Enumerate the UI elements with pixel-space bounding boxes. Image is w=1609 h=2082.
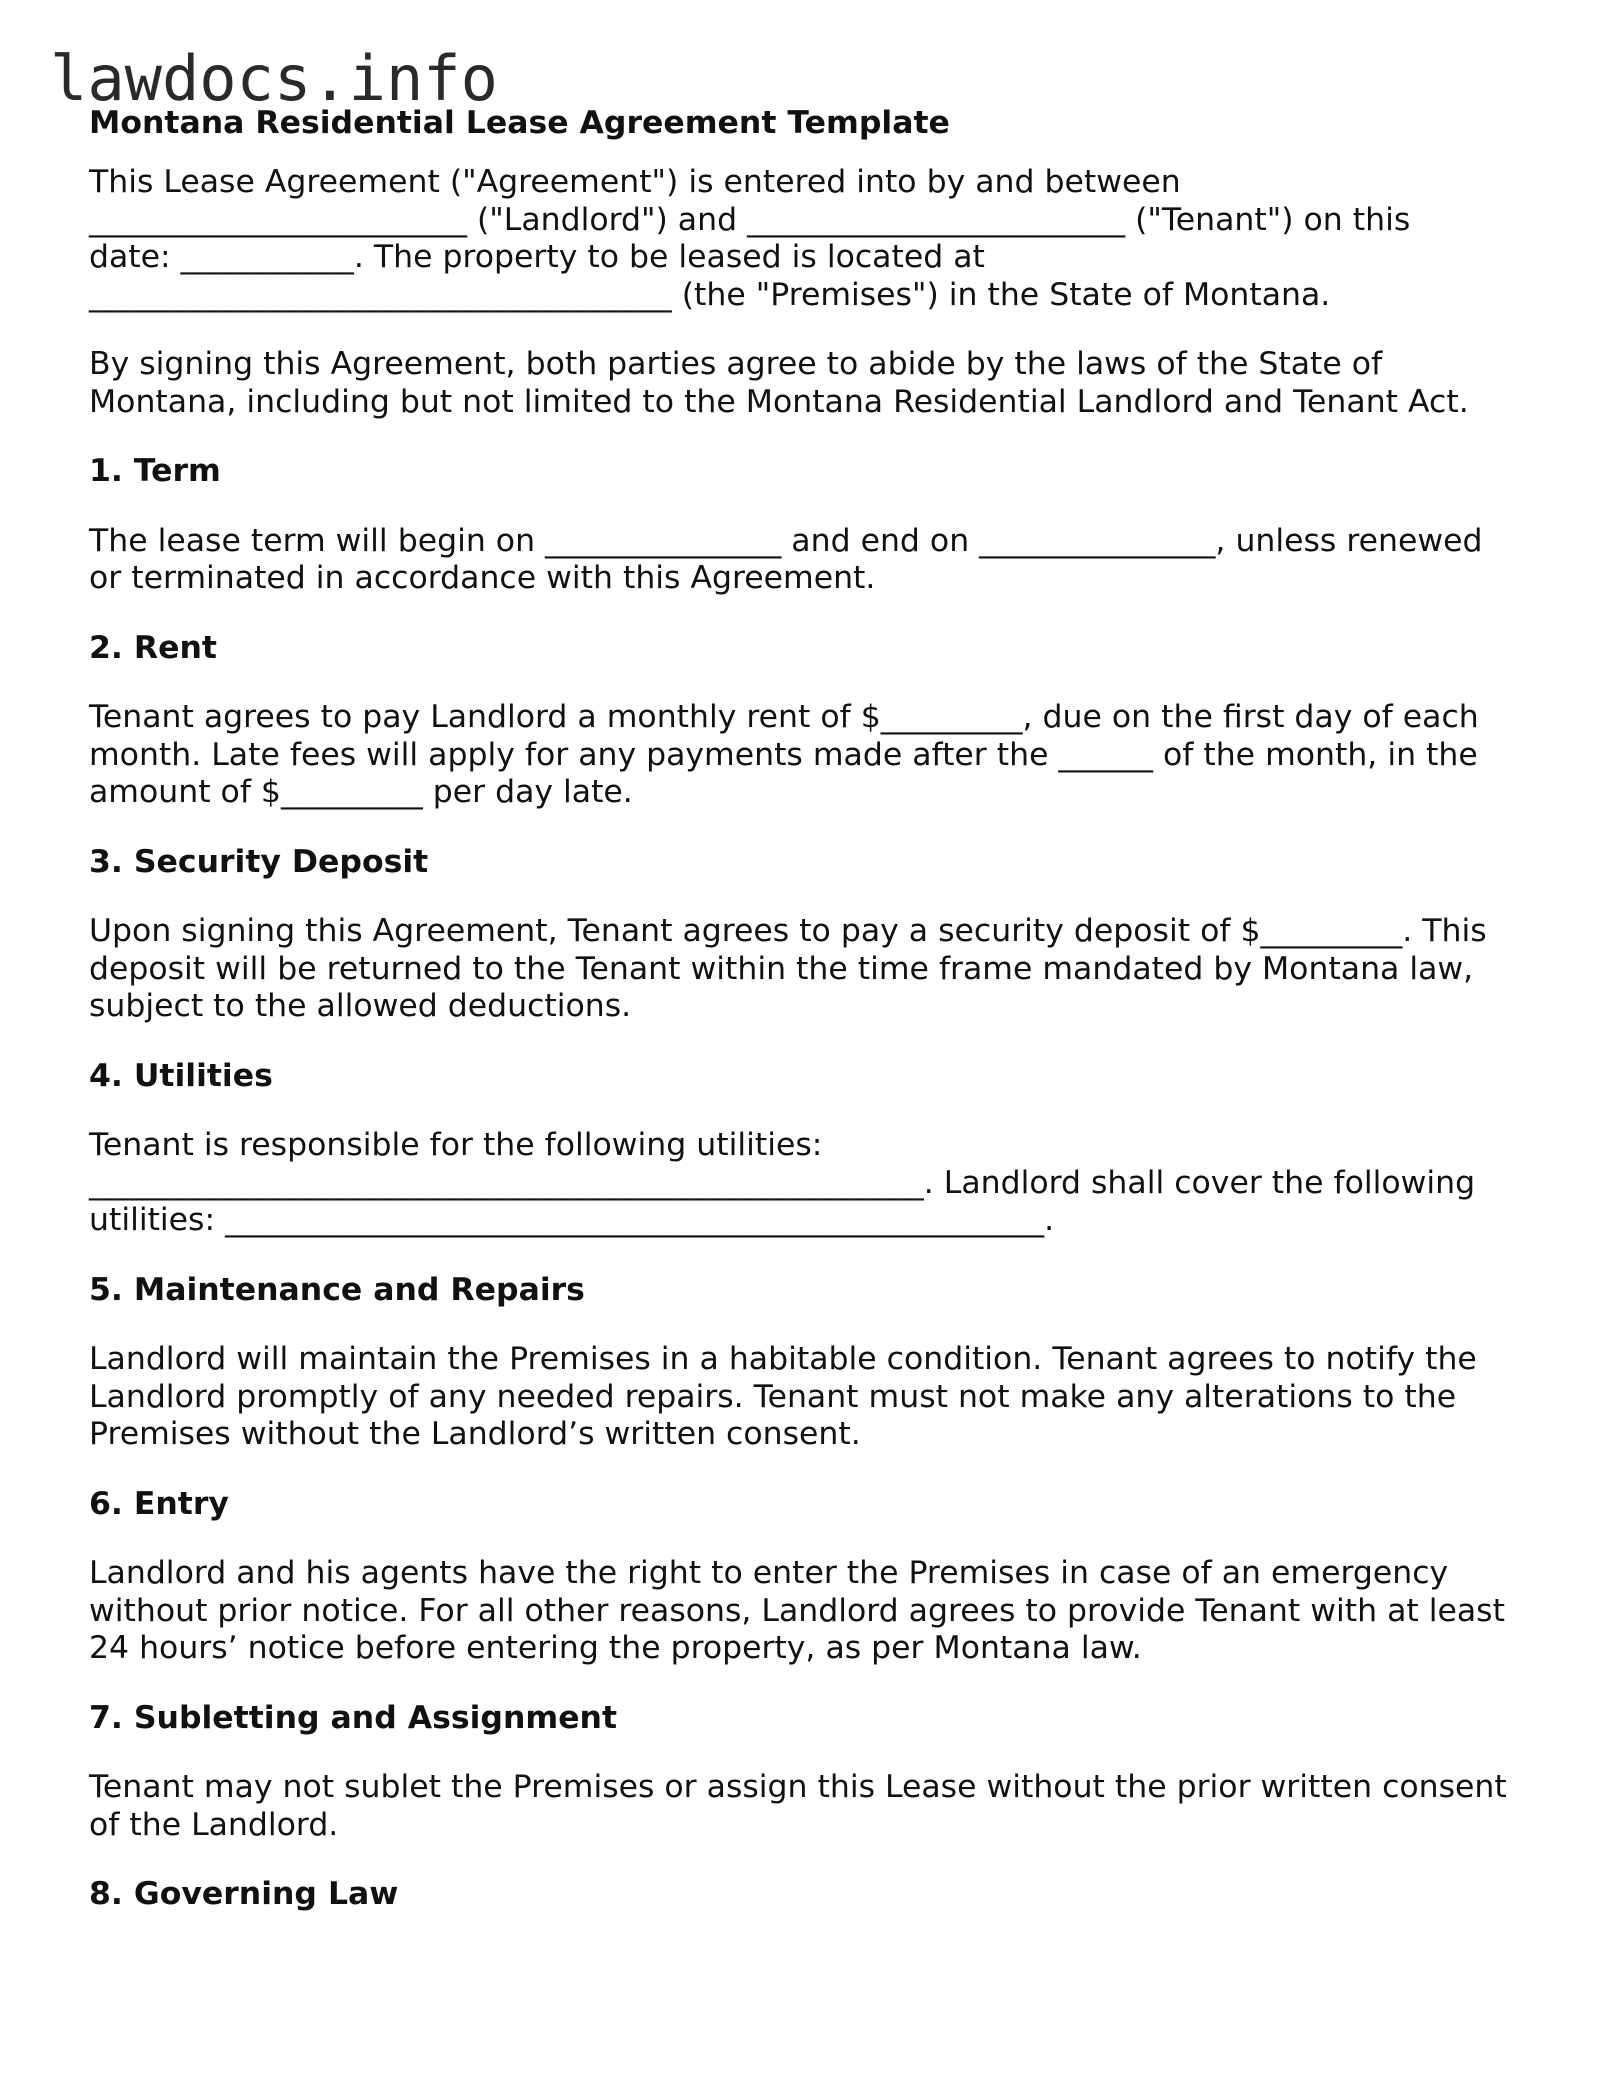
section-governing-law [89, 1876, 1529, 1914]
section-entry [89, 1486, 1529, 1668]
document-body [89, 102, 1529, 1946]
section-body: Tenant may not sublet the Premises or assign this Lease without the prior written consent of the Landlord. [89, 1769, 1507, 1843]
section-rent [89, 630, 1529, 812]
section-maintenance [89, 1272, 1529, 1454]
section-heading: 6. Entry [89, 1485, 229, 1522]
section-term [89, 453, 1529, 598]
section-heading: 8. Governing Law [89, 1876, 399, 1912]
section-subletting [89, 1700, 1529, 1845]
section-security-deposit [89, 844, 1529, 1026]
section-body: Landlord will maintain the Premises in a habitable condition. Tenant agrees to notify the Landlord promptly of any needed repairs. Tenant must not make any alterations to the Premises without the Landlord’s written consent. [89, 1341, 1477, 1452]
section-heading: 5. Maintenance and Repairs [89, 1271, 585, 1308]
section-heading: 3. Security Deposit [89, 843, 429, 880]
section-heading: 2. Rent [89, 629, 217, 666]
section-body: The lease term will begin on _______________ and end on _______________, unless renewed or terminated in accordance with this Agreement. [89, 522, 1483, 596]
site-watermark: lawdocs.info [50, 42, 498, 115]
section-body: Landlord and his agents have the right to enter the Premises in case of an emergency without prior notice. For all other reasons, Landlord agrees to provide Tenant with at least 24 hours’ notice before entering the property, as per Montana law. [89, 1555, 1505, 1666]
section-heading: 7. Subletting and Assignment [89, 1699, 618, 1736]
section-heading: 1. Term [89, 453, 221, 489]
section-body: Tenant agrees to pay Landlord a monthly rent of $_________, due on the first day of each month. Late fees will apply for any payments made after the ______ of the month, in the amount of $_________ per day late. [89, 699, 1479, 810]
section-utilities [89, 1058, 1529, 1240]
document-title: Montana Residential Lease Agreement Template [89, 105, 950, 141]
section-body: Upon signing this Agreement, Tenant agrees to pay a security deposit of $_________. This deposit will be returned to the Tenant within the time frame mandated by Montana law, subject to the allowed deductions. [89, 913, 1487, 1024]
laws-paragraph: By signing this Agreement, both parties agree to abide by the laws of the State of Montana, including but not limited to the Montana Residential Landlord and Tenant Act. [89, 346, 1469, 420]
intro-paragraph: This Lease Agreement ("Agreement") is entered into by and between ________________________ ("Landlord") and ________________________ ("Tenant") on this date: ___________. The property to be leased is located at _____________________________________ (the "Premises") in the State of Montana. [89, 164, 1411, 313]
section-body: Tenant is responsible for the following utilities: _____________________________________________________. Landlord shall cover the following utilities: ____________________________________________________. [89, 1127, 1476, 1238]
section-heading: 4. Utilities [89, 1057, 273, 1094]
